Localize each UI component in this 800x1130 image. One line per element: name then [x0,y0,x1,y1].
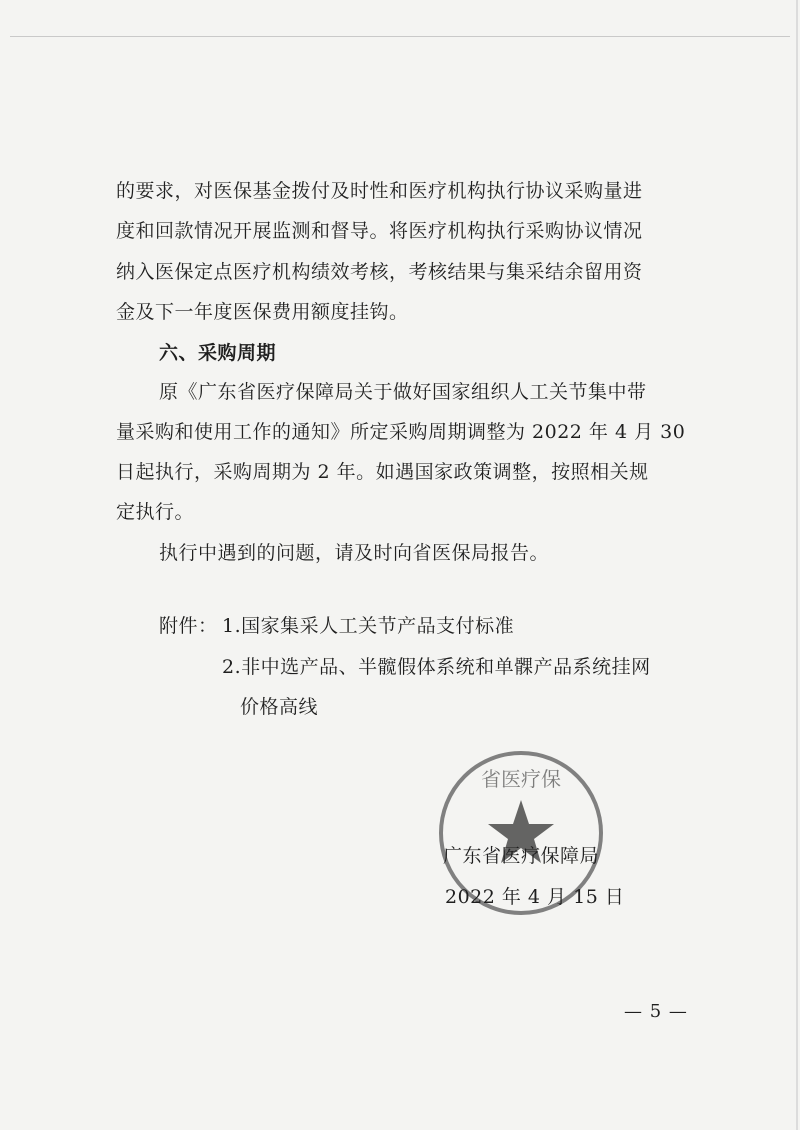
section-6-heading: 六、采购周期 [159,342,277,364]
body-line-1: 的要求，对医保基金拨付及时性和医疗机构执行协议采购量进 [116,180,643,202]
section-6-line-4: 定执行。 [116,501,195,523]
svg-text:省医疗保: 省医疗保 [481,767,561,791]
top-rule [10,36,790,37]
page-number: — 5 — [624,1001,688,1022]
signature-org: 广东省医疗保障局 [443,845,600,867]
section-6-line-2: 量采购和使用工作的通知》所定采购周期调整为 2022 年 4 月 30 [116,421,686,443]
section-6-line-1: 原《广东省医疗保障局关于做好国家组织人工关节集中带 [159,381,647,403]
section-6-line-3: 日起执行，采购周期为 2 年。如遇国家政策调整，按照相关规 [116,461,649,483]
body-line-4: 金及下一年度医保费用额度挂钩。 [116,301,409,323]
attachment-item-2: 2.非中选产品、半髋假体系统和单髁产品系统挂网 [222,656,651,678]
attachments-label: 附件： [159,615,218,637]
closing-line: 执行中遇到的问题，请及时向省医保局报告。 [159,542,550,564]
attachment-item-2-cont: 价格高线 [240,696,319,718]
signature-date: 2022 年 4 月 15 日 [445,886,625,908]
attachment-item-1: 1.国家集采人工关节产品支付标准 [222,615,515,637]
body-line-3: 纳入医保定点医疗机构绩效考核，考核结果与集采结余留用资 [116,261,643,283]
scan-edge [796,0,798,1130]
body-line-2: 度和回款情况开展监测和督导。将医疗机构执行采购协议情况 [116,220,643,242]
